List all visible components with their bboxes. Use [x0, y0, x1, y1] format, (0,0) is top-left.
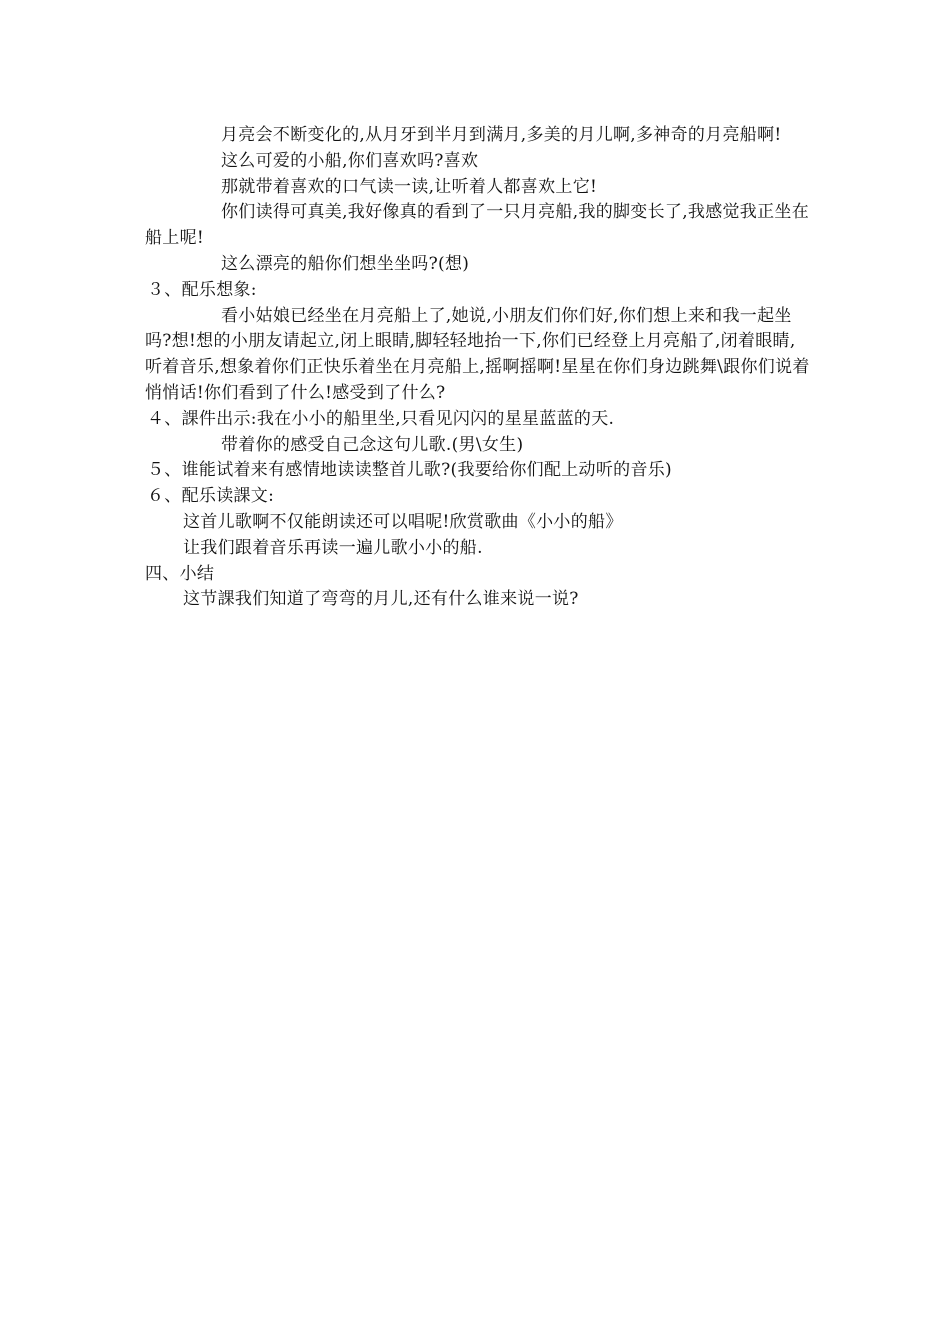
paragraph-want-to-sit: 这么漂亮的船你们想坐坐吗?(想) — [221, 253, 470, 274]
paragraph-moon-changes: 月亮会不断变化的,从月牙到半月到满月,多美的月儿啊,多神奇的月亮船啊! — [221, 125, 782, 145]
step3-body: 看小姑娘已经坐在月亮船上了,她说,小朋友们你们好,你们想上来和我一起坐吗?想!想的小朋友请起立,闭上眼睛,脚轻轻地抬一下,你们已经登上月亮船了,闭着眼睛,听着音乐,想象着你们正快乐着坐在月亮船上,摇啊摇啊!星星在你们身边跳舞\跟你们说着悄悄话!你们看到了什么!感受到了什么? — [145, 305, 810, 403]
step4-body: 带着你的感受自己念这句儿歌.(男\女生) — [221, 434, 524, 455]
paragraph-read-beautifully: 你们读得可真美,我好像真的看到了一只月亮船,我的脚变长了,我感觉我正坐在船上呢! — [145, 202, 810, 249]
paragraph-read-with-joy: 那就带着喜欢的口气读一读,让听着人都喜欢上它! — [221, 176, 598, 197]
step6-line2: 让我们跟着音乐再读一遍儿歌小小的船. — [183, 537, 483, 558]
step3-heading: ３、配乐想象: — [147, 279, 257, 300]
document-body — [145, 123, 810, 613]
step4-heading: ４、課件出示:我在小小的船里坐,只看见闪闪的星星蓝蓝的天. — [147, 408, 615, 429]
paragraph-cute-boat: 这么可爱的小船,你们喜欢吗?喜欢 — [221, 150, 479, 171]
step5-heading: ５、谁能试着来有感情地读读整首儿歌?(我要给你们配上动听的音乐) — [147, 460, 672, 481]
section4-body: 这节課我们知道了弯弯的月儿,还有什么谁来说一说? — [183, 589, 579, 610]
section4-heading: 四、小结 — [145, 563, 215, 584]
step6-heading: ６、配乐读課文: — [147, 486, 275, 507]
step6-line1: 这首儿歌啊不仅能朗读还可以唱呢!欣赏歌曲《小小的船》 — [183, 511, 623, 532]
